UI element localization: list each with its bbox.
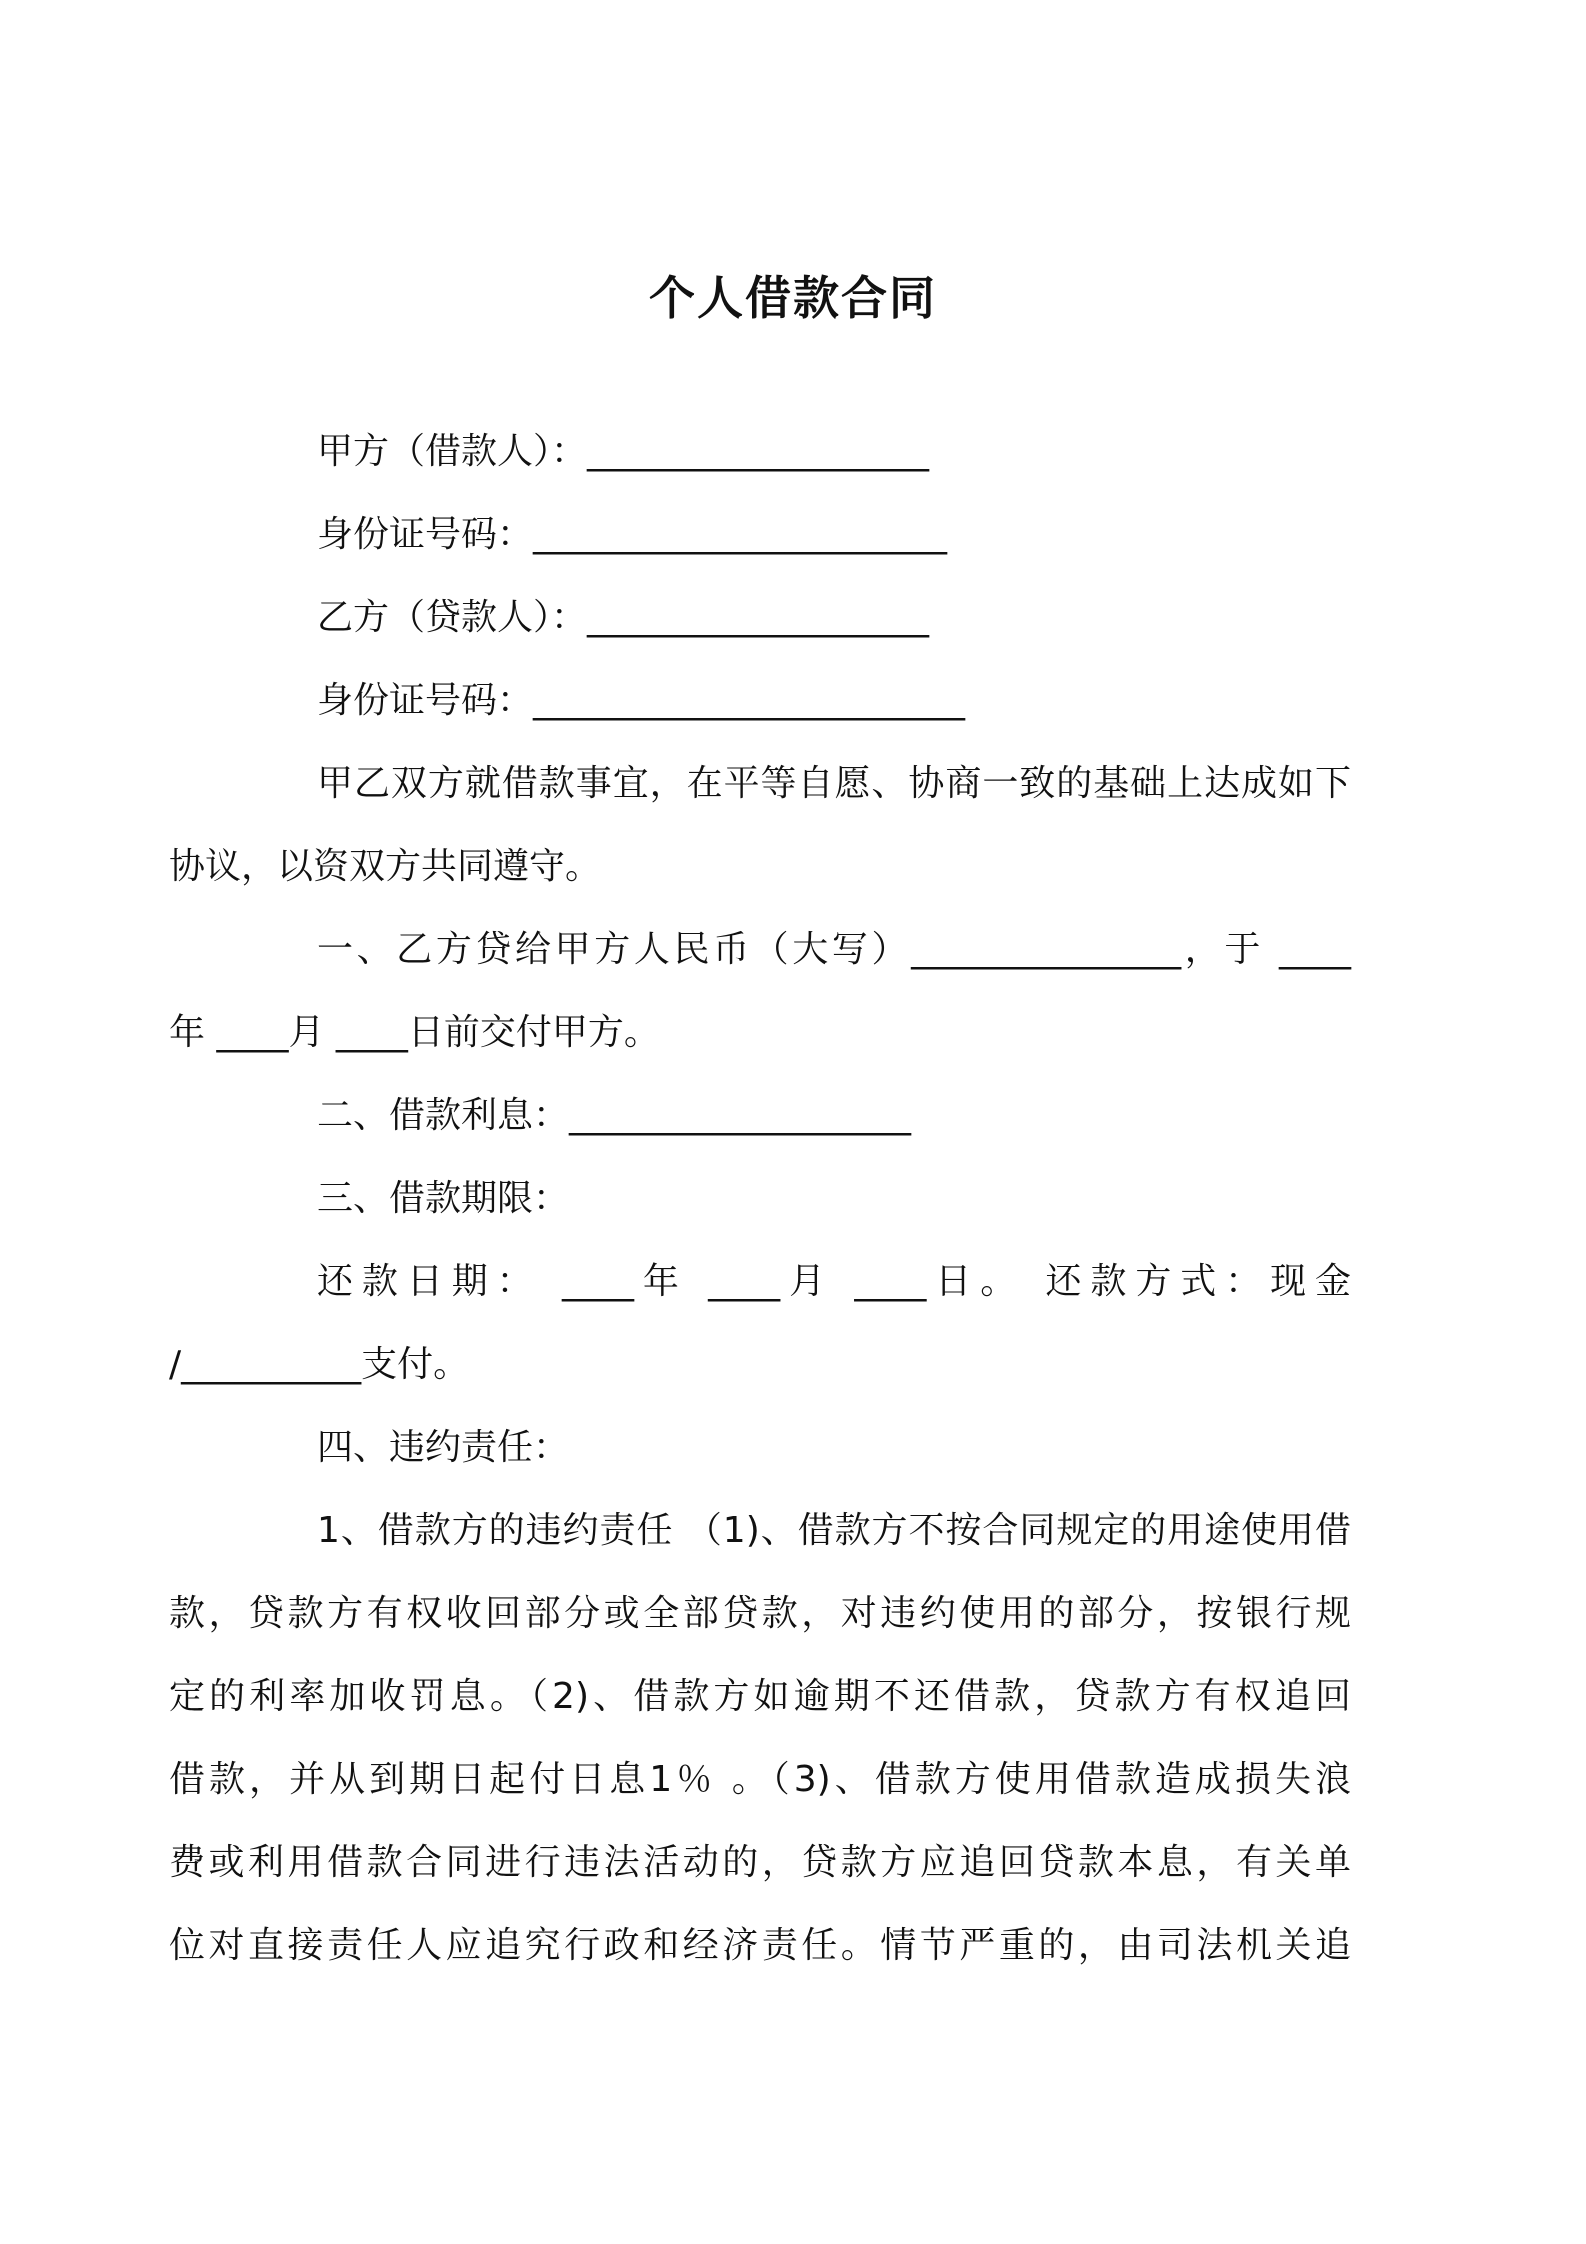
clause-1-line-1: 一、乙方贷给甲方人民币（大写）_______________，于 ____ bbox=[317, 929, 1351, 970]
document-title: 个人借款合同 bbox=[649, 271, 937, 325]
party-a-line: 甲方（借款人）：___________________ bbox=[317, 431, 930, 472]
preamble-line-1: 甲乙双方就借款事宜，在平等自愿、协商一致的基础上达成如下 bbox=[317, 763, 1351, 804]
clause-4-line-1: 1、借款方的违约责任 （1)、借款方不按合同规定的用途使用借 bbox=[317, 1510, 1351, 1551]
clause-2-line: 二、借款利息：___________________ bbox=[317, 1095, 912, 1136]
party-b-id-line: 身份证号码：________________________ bbox=[317, 680, 966, 721]
clause-4-line-6: 位对直接责任人应追究行政和经济责任。情节严重的，由司法机关追 bbox=[169, 1925, 1351, 1966]
clause-3-line-1: 还款日期： ____年 ____月 ____日。 还款方式：现金 bbox=[317, 1261, 1351, 1302]
preamble-line-2: 协议，以资双方共同遵守。 bbox=[169, 846, 602, 887]
clause-4-line-4: 借款，并从到期日起付日息1％ 。（3)、借款方使用借款造成损失浪 bbox=[169, 1759, 1351, 1800]
document-body bbox=[169, 410, 1351, 1987]
clause-3-line-2: /__________支付。 bbox=[169, 1344, 470, 1385]
clause-3-heading: 三、借款期限： bbox=[317, 1178, 570, 1219]
party-b-line: 乙方（贷款人）：___________________ bbox=[317, 597, 930, 638]
clause-4-line-5: 费或利用借款合同进行违法活动的，贷款方应追回贷款本息，有关单 bbox=[169, 1842, 1351, 1883]
clause-4-line-3: 定的利率加收罚息。（2)、借款方如逾期不还借款，贷款方有权追回 bbox=[169, 1676, 1351, 1717]
clause-4-line-2: 款，贷款方有权收回部分或全部贷款，对违约使用的部分，按银行规 bbox=[169, 1593, 1351, 1634]
clause-4-heading: 四、违约责任： bbox=[317, 1427, 570, 1468]
party-a-id-line: 身份证号码：_______________________ bbox=[317, 514, 948, 555]
clause-1-line-2: 年 ____月 ____日前交付甲方。 bbox=[169, 1012, 660, 1053]
